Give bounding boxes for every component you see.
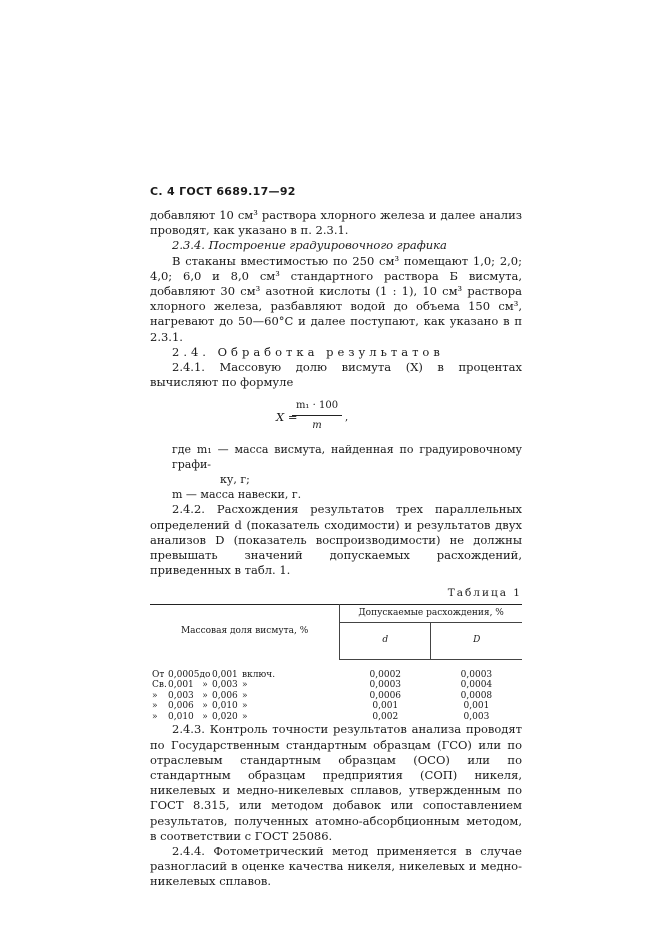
page-header: С. 4 ГОСТ 6689.17—92 bbox=[150, 185, 296, 198]
section-2-3-4-title: 2.3.4. Построение градуировочного графика bbox=[172, 238, 447, 253]
table-row bbox=[150, 659, 522, 680]
value-d: 0,001 bbox=[372, 701, 399, 712]
value-D: 0,001 bbox=[463, 701, 490, 712]
legend-m1-cont: ку, г; bbox=[220, 473, 250, 487]
formula-fraction bbox=[292, 398, 342, 432]
section-2-3-4-body: В стаканы вместимостью по 250 см³ помещают 1,0; 2,0; 4,0; 6,0 и 8,0 см³ стандартного раствора Б висмута, добавляют 30 см³ азотной кислоты (1 : 1), 10 см³ раствора хлорного железа, разбавляют водой до объема 150 см³, нагревают до 50—60°С и далее поступают, как указано в п 2.3.1. bbox=[150, 253, 522, 344]
legend-m: m — масса навески, г. bbox=[172, 488, 302, 502]
table-header-D: D bbox=[431, 622, 522, 659]
formula-denominator: m bbox=[312, 419, 322, 431]
range-to: 0,010 bbox=[212, 701, 238, 712]
range-cell bbox=[150, 680, 340, 691]
range-from: 0,006 bbox=[168, 701, 194, 712]
section-2-4-2: 2.4.2. Расхождения результатов трех параллельных определений d (показатель сходимости) и результатов двух анализов D (показатель воспроизводимости) не должны превышать значений допускаемых расхождений, приведенных в табл. 1. bbox=[150, 502, 522, 578]
range-prefix: » bbox=[152, 690, 158, 701]
range-from: 0,003 bbox=[168, 690, 194, 701]
bismuth-formula bbox=[150, 398, 522, 434]
range-suffix: » bbox=[242, 690, 248, 701]
legend-m1: где m₁ — масса висмута, найденная по градуировочному графи- bbox=[172, 443, 522, 472]
value-D: 0,003 bbox=[463, 711, 490, 722]
value-D: 0,0008 bbox=[460, 690, 493, 701]
range-cell bbox=[150, 691, 340, 702]
range-prefix: Св. bbox=[152, 680, 167, 691]
range-cell bbox=[150, 659, 340, 680]
table-row bbox=[150, 691, 522, 702]
range-to: 0,003 bbox=[212, 680, 238, 691]
table-row bbox=[150, 680, 522, 691]
range-from: 0,0005 bbox=[168, 669, 200, 680]
paragraph-continuation: добавляют 10 см³ раствора хлорного железа и далее анализ проводят, как указано в п. 2.3.1. bbox=[150, 208, 522, 238]
range-suffix: » bbox=[242, 680, 248, 691]
range-from: 0,001 bbox=[168, 680, 194, 691]
range-to: 0,006 bbox=[212, 690, 238, 701]
range-suffix: » bbox=[242, 701, 248, 712]
range-from: 0,010 bbox=[168, 711, 194, 722]
table-caption: Таблица 1 bbox=[447, 587, 522, 600]
range-to: 0,001 bbox=[212, 669, 238, 680]
value-d: 0,0006 bbox=[369, 690, 402, 701]
range-sep: » bbox=[202, 680, 208, 691]
range-prefix: » bbox=[152, 701, 158, 712]
range-prefix: » bbox=[152, 711, 158, 722]
value-D: 0,0003 bbox=[460, 669, 493, 680]
range-suffix: включ. bbox=[242, 669, 276, 680]
formula-comma: , bbox=[345, 412, 349, 424]
range-sep: » bbox=[202, 711, 208, 722]
range-prefix: От bbox=[152, 669, 165, 680]
range-sep: до bbox=[199, 669, 211, 680]
table-header-d: d bbox=[340, 622, 431, 659]
formula-numerator: m₁ · 100 bbox=[292, 398, 342, 415]
range-cell bbox=[150, 701, 340, 712]
table-row bbox=[150, 701, 522, 712]
section-2-4-4: 2.4.4. Фотометрический метод применяется в случае разногласий в оценке качества никеля, никелевых и медно-никелевых сплавов. bbox=[150, 843, 522, 889]
value-d: 0,002 bbox=[372, 711, 399, 722]
section-2-4-3: 2.4.3. Контроль точности результатов анализа проводят по Государственным стандартным образцам (ГСО) или по отраслевым стандартным образцам (ОСО) или по стандартным образцам предприятия (СОП) никеля, никелевых и медно-никелевых сплавов, утвержденным по ГОСТ 8.315, или методом добавок или сопоставлением результатов, полученных атомно-абсорбционным методом, в соответствии с ГОСТ 25086. bbox=[150, 722, 522, 843]
range-sep: » bbox=[202, 690, 208, 701]
document-body bbox=[150, 208, 522, 890]
value-d: 0,0003 bbox=[369, 680, 402, 691]
range-to: 0,020 bbox=[212, 711, 238, 722]
table-header-main: Массовая доля висмута, % bbox=[150, 604, 340, 659]
formula-lhs: X = bbox=[276, 410, 298, 425]
tolerance-table bbox=[150, 604, 522, 723]
formula-legend bbox=[150, 442, 522, 502]
table-row bbox=[150, 712, 522, 723]
value-D: 0,0004 bbox=[460, 680, 493, 691]
range-suffix: » bbox=[242, 711, 248, 722]
value-d: 0,0002 bbox=[369, 669, 402, 680]
range-cell bbox=[150, 712, 340, 723]
section-2-4-1: 2.4.1. Массовую долю висмута (X) в процентах вычисляют по формуле bbox=[150, 360, 522, 390]
section-2-4-title: 2.4. Обработка результатов bbox=[172, 344, 444, 359]
range-sep: » bbox=[202, 701, 208, 712]
table-header-group: Допускаемые расхождения, % bbox=[340, 604, 522, 622]
